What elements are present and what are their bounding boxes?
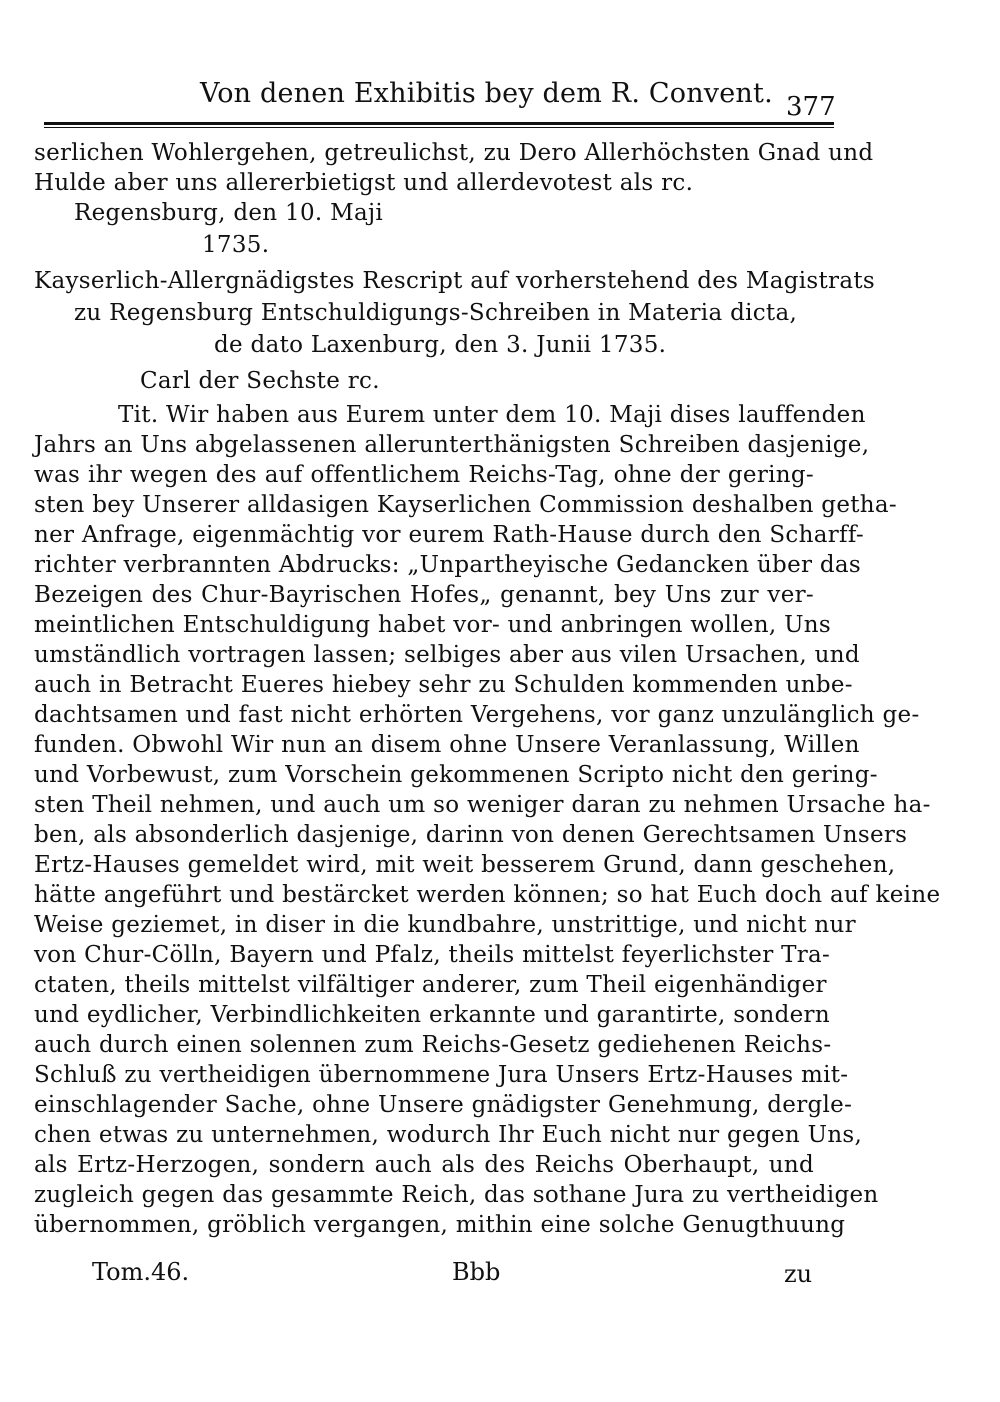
rescript-heading-line: Kayserlich-Allergnädigstes Rescript auf vorherstehend des Magistrats bbox=[34, 268, 875, 294]
text-line: Tit. Wir haben aus Eurem unter dem 10. Maji dises lauffenden bbox=[118, 402, 866, 428]
text-line: zugleich gegen das gesammte Reich, das sothane Jura zu vertheidigen bbox=[34, 1182, 879, 1208]
text-line: auch in Betracht Eueres hiebey sehr zu Schulden kommenden unbe- bbox=[34, 672, 853, 698]
text-line: ctaten, theils mittelst vilfältiger anderer, zum Theil eigenhändiger bbox=[34, 972, 827, 998]
text-line: Ertz-Hauses gemeldet wird, mit weit besserem Grund, dann geschehen, bbox=[34, 852, 896, 878]
text-line: Jahrs an Uns abgelassenen allerunterthänigsten Schreiben dasjenige, bbox=[34, 432, 870, 458]
text-line: dachtsamen und fast nicht erhörten Vergehens, vor ganz unzulänglich ge- bbox=[34, 702, 920, 728]
text-line: ben, als absonderlich dasjenige, darinn von denen Gerechtsamen Unsers bbox=[34, 822, 908, 848]
text-line: sten Theil nehmen, und auch um so weniger daran zu nehmen Ursache ha- bbox=[34, 792, 931, 818]
rescript-heading-line: zu Regensburg Entschuldigungs-Schreiben in Materia dicta, bbox=[74, 300, 798, 326]
rescript-heading-line: de dato Laxenburg, den 3. Junii 1735. bbox=[214, 332, 667, 358]
text-line: richter verbrannten Abdrucks: „Unpartheyische Gedancken über das bbox=[34, 552, 862, 578]
text-line: von Chur-Cölln, Bayern und Pfalz, theils mittelst feyerlichster Tra- bbox=[34, 942, 831, 968]
text-line: was ihr wegen des auf offentlichem Reichs-Tag, ohne der gering- bbox=[34, 462, 814, 488]
text-line: 1735. bbox=[202, 232, 270, 258]
running-head: Von denen Exhibitis bey dem R. Convent. bbox=[200, 78, 773, 109]
text-line: hätte angeführt und bestärcket werden können; so hat Euch doch auf keine bbox=[34, 882, 941, 908]
page-number: 377 bbox=[786, 92, 836, 122]
text-line: und Vorbewust, zum Vorschein gekommenen Scripto nicht den gering- bbox=[34, 762, 878, 788]
text-line: ner Anfrage, eigenmächtig vor eurem Rath-Hause durch den Scharff- bbox=[34, 522, 864, 548]
text-line: Regensburg, den 10. Maji bbox=[74, 200, 384, 226]
catchword: zu bbox=[784, 1260, 813, 1288]
text-line: auch durch einen solennen zum Reichs-Gesetz gediehenen Reichs- bbox=[34, 1032, 832, 1058]
text-line: Weise geziemet, in diser in die kundbahre, unstrittige, und nicht nur bbox=[34, 912, 856, 938]
salutation: Carl der Sechste rc. bbox=[140, 368, 380, 394]
text-line: Bezeigen des Chur-Bayrischen Hofes„ genannt, bey Uns zur ver- bbox=[34, 582, 814, 608]
volume-mark: Tom.46. bbox=[92, 1258, 190, 1286]
text-line: sten bey Unserer alldasigen Kayserlichen Commission deshalben getha- bbox=[34, 492, 897, 518]
text-line: funden. Obwohl Wir nun an disem ohne Unsere Veranlassung, Willen bbox=[34, 732, 860, 758]
text-line: einschlagender Sache, ohne Unsere gnädigster Genehmung, dergle- bbox=[34, 1092, 853, 1118]
text-line: und eydlicher, Verbindlichkeiten erkannte und garantirte, sondern bbox=[34, 1002, 830, 1028]
text-line: Schluß zu vertheidigen übernommene Jura Unsers Ertz-Hauses mit- bbox=[34, 1062, 849, 1088]
text-line: übernommen, gröblich vergangen, mithin eine solche Genugthuung bbox=[34, 1212, 846, 1238]
text-line: chen etwas zu unternehmen, wodurch Ihr Euch nicht nur gegen Uns, bbox=[34, 1122, 863, 1148]
signature-mark: Bbb bbox=[452, 1258, 501, 1286]
header-rule bbox=[44, 122, 834, 125]
text-line: umständlich vortragen lassen; selbiges aber aus vilen Ursachen, und bbox=[34, 642, 860, 668]
text-line: serlichen Wohlergehen, getreulichst, zu Dero Allerhöchsten Gnad und bbox=[34, 140, 874, 166]
text-line: meintlichen Entschuldigung habet vor- und anbringen wollen, Uns bbox=[34, 612, 832, 638]
text-line: Hulde aber uns allererbietigst und allerdevotest als rc. bbox=[34, 170, 694, 196]
text-line: als Ertz-Herzogen, sondern auch als des Reichs Oberhaupt, und bbox=[34, 1152, 814, 1178]
header-rule-thin bbox=[44, 127, 834, 128]
